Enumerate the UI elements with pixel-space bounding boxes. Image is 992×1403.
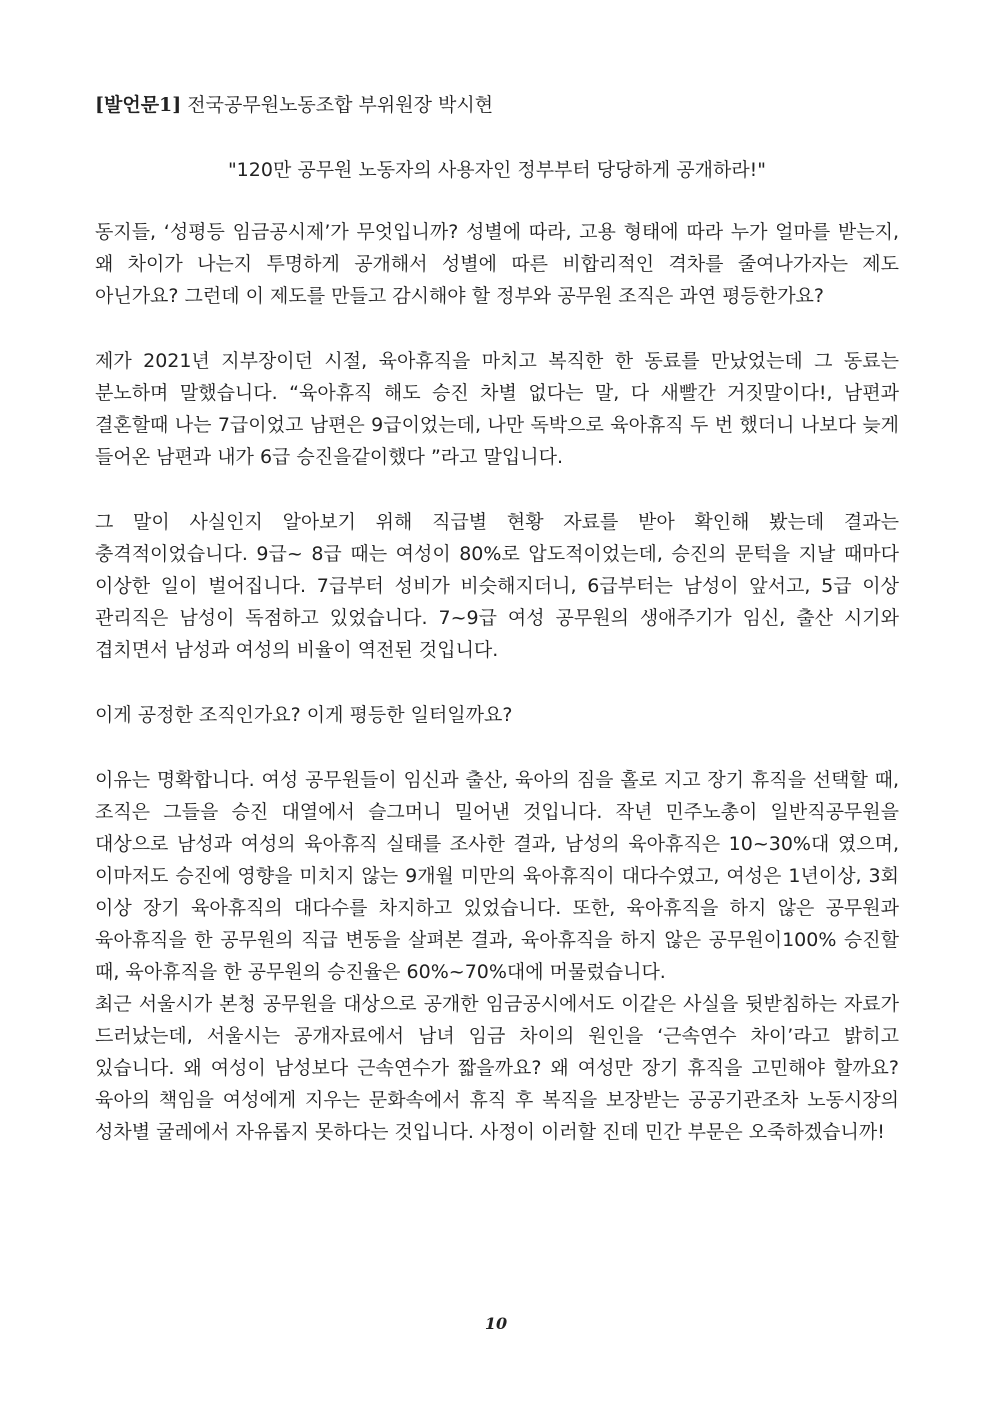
speaker-name: 전국공무원노동조합 부위원장 박시현 bbox=[181, 94, 494, 116]
page-number: 10 bbox=[484, 1314, 508, 1333]
paragraph-question: 이게 공정한 조직인가요? 이게 평등한 일터일까요? bbox=[95, 704, 513, 726]
paragraph-colleague-story: 제가 2021년 지부장이던 시절, 육아휴직을 마치고 복직한 한 동료를 만났었는데 그 동료는 분노하며 말했습니다. “육아휴직 해도 승진 차별 없다는 말, 다 새빨간 거짓말이다!, 남편과 결혼할때 나는 7급이었고 남편은 9급이었는데, 나만 독박으로 육아휴직 두 번 했더니 나보다 늦게 들어온 남편과 내가 6급 승진을같이했다 ”라고 말입니다. bbox=[95, 350, 899, 468]
paragraph-reason: 이유는 명확합니다. 여성 공무원들이 임신과 출산, 육아의 짐을 홀로 지고 장기 휴직을 선택할 때, 조직은 그들을 승진 대열에서 슬그머니 밀어낸 것입니다. 작년 민주노총이 일반직공무원을 대상으로 남성과 여성의 육아휴직 실태를 조사한 결과, 남성의 육아휴직은 10~30%대 였으며, 이마저도 승진에 영향을 미치지 않는 9개월 미만의 육아휴직이 대다수였고, 여성은 1년이상, 3회 이상 장기 육아휴직의 대다수를 차지하고 있었습니다. 또한, 육아휴직을 하지 않은 공무원과 육아휴직을 한 공무원의 직급 변동을 살펴본 결과, 육아휴직을 하지 않은 공무원이100% 승진할 때, 육아휴직을 한 공무원의 승진율은 60%~70%대에 머물렀습니다. bbox=[95, 769, 899, 983]
speech-tag: [발언문1] bbox=[95, 94, 182, 116]
paragraph-seoul: 최근 서울시가 본청 공무원을 대상으로 공개한 임금공시에서도 이같은 사실을 뒷받침하는 자료가 드러났는데, 서울시는 공개자료에서 남녀 임금 차이의 원인을 ‘근속연수 차이’라고 밝히고 있습니다. 왜 여성이 남성보다 근속연수가 짧을까요? 왜 여성만 장기 휴직을 고민해야 할까요? 육아의 책임을 여성에게 지우는 문화속에서 휴직 후 복직을 보장받는 공공기관조차 노동시장의 성차별 굴레에서 자유롭지 못하다는 것입니다. 사정이 이러할 진데 민간 부문은 오죽하겠습니까! bbox=[95, 993, 899, 1143]
paragraph-definition: 동지들, ‘성평등 임금공시제’가 무엇입니까? 성별에 따라, 고용 형태에 따라 누가 얼마를 받는지, 왜 차이가 나는지 투명하게 공개해서 성별에 따른 비합리적인 격차를 줄여나가자는 제도 아닌가요? 그런데 이 제도를 만들고 감시해야 할 정부와 공무원 조직은 과연 평등한가요? bbox=[95, 221, 899, 307]
speech-title: "120만 공무원 노동자의 사용자인 정부부터 당당하게 공개하라!" bbox=[227, 159, 767, 181]
speech-heading bbox=[95, 91, 915, 119]
speech-body bbox=[95, 216, 899, 1148]
paragraph-rank-data: 그 말이 사실인지 알아보기 위해 직급별 현황 자료를 받아 확인해 봤는데 결과는 충격적이었습니다. 9급~ 8급 때는 여성이 80%로 압도적이었는데, 승진의 문턱을 지날 때마다 이상한 일이 벌어집니다. 7급부터 성비가 비슷해지더니, 6급부터는 남성이 앞서고, 5급 이상 관리직은 남성이 독점하고 있었습니다. 7~9급 여성 공무원의 생애주기가 임신, 출산 시기와 겹치면서 남성과 여성의 비율이 역전된 것입니다. bbox=[95, 511, 899, 661]
